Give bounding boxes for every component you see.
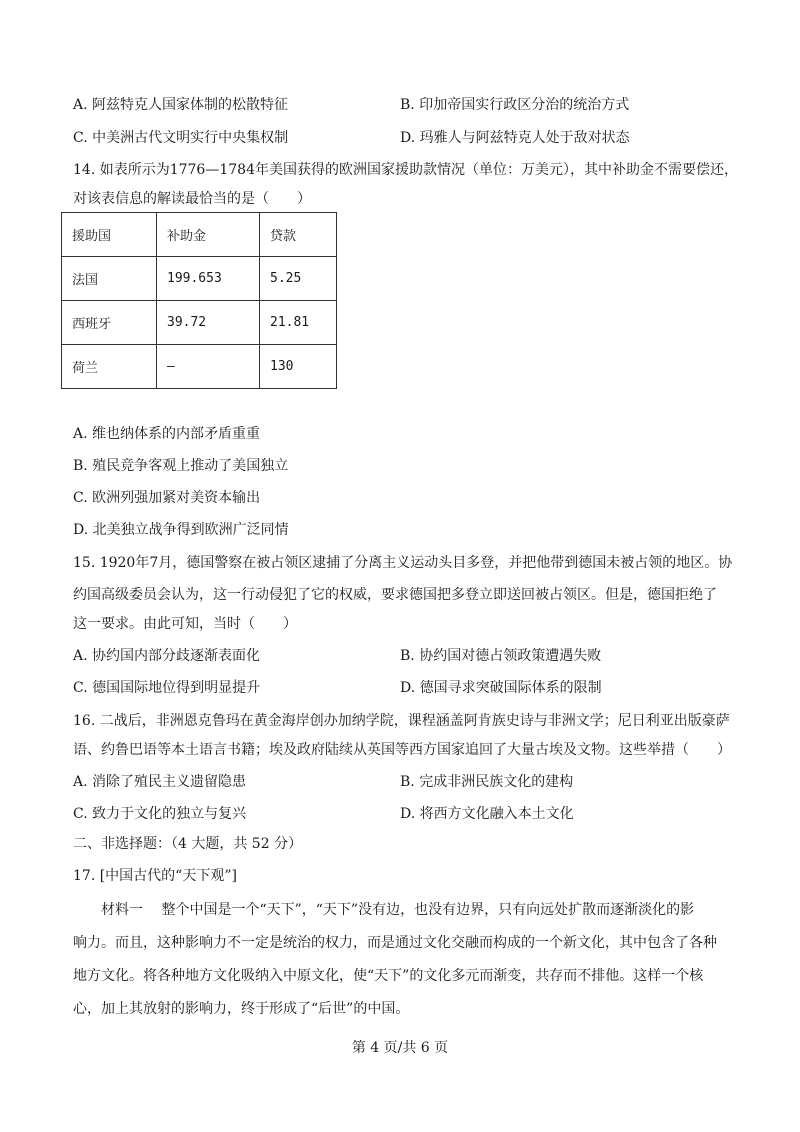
table-cell: 西班牙 (62, 301, 157, 345)
table-row (62, 257, 337, 301)
q17-title: 17. [中国古代的“天下观”] (73, 868, 237, 884)
q13-option-d[interactable]: D. 玛雅人与阿兹特克人处于敌对状态 (400, 130, 630, 146)
q13-option-c[interactable]: C. 中美洲古代文明实行中央集权制 (73, 130, 289, 146)
q13-option-b[interactable]: B. 印加帝国实行政区分治的统治方式 (400, 97, 630, 113)
q15-stem-line-1: 15. 1920年7月，德国警察在被占领区逮捕了分离主义运动头目多登，并把他带到德国未被占领的地区。协 (73, 555, 733, 571)
table-cell: 130 (260, 345, 337, 389)
q17-material-line-4: 心，加上其放射的影响力，终于形成了“后世”的中国。 (73, 1001, 410, 1017)
q16-stem-line-2: 语、约鲁巴语等本土语言书籍；埃及政府陆续从英国等西方国家追回了大量古埃及文物。这些举措（ ） (73, 742, 731, 758)
table-cell: 5.25 (260, 257, 337, 301)
q15-stem-line-2: 约国高级委员会认为，这一行动侵犯了它的权威，要求德国把多登立即送回被占领区。但是，德国拒绝了 (73, 587, 717, 603)
q15-option-a[interactable]: A. 协约国内部分歧逐渐表面化 (73, 648, 261, 664)
q14-stem-line-1: 14. 如表所示为1776—1784年美国获得的欧洲国家援助款情况（单位：万美元），其中补助金不需要偿还， (73, 162, 738, 178)
q15-option-d[interactable]: D. 德国寻求突破国际体系的限制 (400, 680, 602, 696)
q14-option-a[interactable]: A. 维也纳体系的内部矛盾重重 (73, 426, 261, 442)
q14-option-d[interactable]: D. 北美独立战争得到欧洲广泛同情 (73, 522, 289, 538)
table-cell: 法国 (62, 257, 157, 301)
table-cell: 39.72 (157, 301, 260, 345)
table-row (62, 345, 337, 389)
aid-table (61, 212, 337, 389)
q15-option-c[interactable]: C. 德国国际地位得到明显提升 (73, 680, 261, 696)
q13-option-a[interactable]: A. 阿兹特克人国家体制的松散特征 (73, 97, 289, 113)
table-cell: 荷兰 (62, 345, 157, 389)
q15-stem-line-3: 这一要求。由此可知，当时（ ） (73, 616, 297, 632)
q16-stem-line-1: 16. 二战后，非洲恩克鲁玛在黄金海岸创办加纳学院，课程涵盖阿肯族史诗与非洲文学；尼日利亚出版豪萨 (73, 713, 730, 729)
table-header-cell: 援助国 (62, 213, 157, 257)
q15-option-b[interactable]: B. 协约国对德占领政策遭遇失败 (400, 648, 602, 664)
page-number: 第 4 页/共 6 页 (351, 1040, 449, 1056)
q16-option-d[interactable]: D. 将西方文化融入本土文化 (400, 806, 574, 822)
q17-material-line-3: 地方文化。将各种地方文化吸纳入中原文化，使“天下”的文化多元而渐变，共存而不排他。这样一个核 (73, 968, 704, 984)
table-row (62, 301, 337, 345)
q14-option-c[interactable]: C. 欧洲列强加紧对美资本输出 (73, 490, 261, 506)
q14-option-b[interactable]: B. 殖民竞争客观上推动了美国独立 (73, 458, 289, 474)
table-cell: — (157, 345, 260, 389)
q17-material-line-2: 响力。而且，这种影响力不一定是统治的权力，而是通过文化交融而构成的一个新文化，其中包含了各种 (73, 935, 717, 951)
q17-material-line-1: 材料一 整个中国是一个“天下”，“天下”没有边，也没有边界，只有向远处扩散而逐渐淡化的影 (73, 902, 695, 918)
q16-option-a[interactable]: A. 消除了殖民主义遗留隐患 (73, 774, 247, 790)
table-cell: 21.81 (260, 301, 337, 345)
table-header-row (62, 213, 337, 257)
table-header-cell: 贷款 (260, 213, 337, 257)
table-header-cell: 补助金 (157, 213, 260, 257)
q14-stem-line-2: 对该表信息的解读最恰当的是（ ） (73, 191, 311, 207)
q16-option-b[interactable]: B. 完成非洲民族文化的建构 (400, 774, 574, 790)
table-cell: 199.653 (157, 257, 260, 301)
section-heading: 二、非选择题：（4 大题，共 52 分） (73, 836, 303, 852)
q16-option-c[interactable]: C. 致力于文化的独立与复兴 (73, 806, 247, 822)
